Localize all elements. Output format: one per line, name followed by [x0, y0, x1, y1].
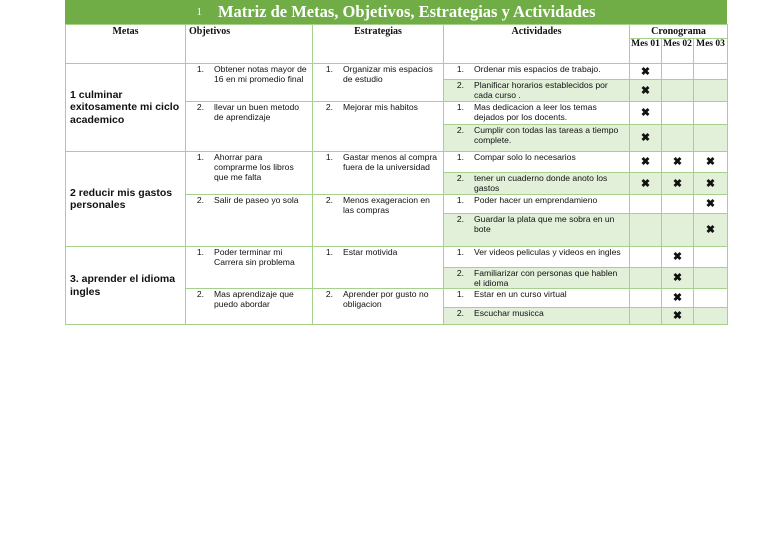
- scheduled-mark-icon: ✖: [640, 65, 651, 78]
- schedule-cell-mes-03: [694, 289, 728, 308]
- activity-item: [444, 152, 629, 162]
- strategy-cell: [313, 102, 444, 152]
- strategy-item-number: 1.: [325, 64, 333, 74]
- strategy-cell: [313, 289, 444, 325]
- objective-item-number: 2.: [196, 102, 204, 112]
- strategy-item: [313, 64, 443, 84]
- schedule-cell-mes-01: [630, 214, 662, 247]
- activity-item: [444, 173, 629, 193]
- strategy-item-number: 1.: [325, 152, 333, 162]
- schedule-cell-mes-03: [694, 195, 728, 214]
- schedule-cell-mes-01: [630, 102, 662, 125]
- objective-item-number: 2.: [196, 289, 204, 299]
- strategy-cell: [313, 64, 444, 102]
- activity-item-number: 1.: [456, 152, 464, 162]
- activity-item: [444, 64, 629, 74]
- header-metas: Metas: [66, 25, 186, 64]
- activity-item-number: 2.: [456, 173, 464, 183]
- header-mes-03: Mes 03: [694, 39, 728, 64]
- meta-cell: 1 culminar exitosamente mi ciclo academico: [66, 64, 186, 152]
- header-mes-02: Mes 02: [662, 39, 694, 64]
- schedule-cell-mes-01: [630, 195, 662, 214]
- objective-item: [186, 247, 312, 267]
- activity-cell: [444, 195, 630, 214]
- activity-cell: [444, 102, 630, 125]
- schedule-cell-mes-03: [694, 125, 728, 152]
- objective-item-text: Mas aprendizaje que puedo abordar: [214, 289, 294, 309]
- scheduled-mark-icon: ✖: [705, 177, 716, 190]
- objective-item-text: Salir de paseo yo sola: [214, 195, 299, 205]
- schedule-cell-mes-03: [694, 247, 728, 268]
- activity-item: [444, 308, 629, 318]
- objective-cell: [186, 195, 313, 247]
- table-row: [66, 64, 728, 80]
- objective-item-number: 1.: [196, 64, 204, 74]
- activity-cell: [444, 268, 630, 289]
- objective-item-text: Poder terminar mi Carrera sin problema: [214, 247, 295, 267]
- activity-cell: [444, 308, 630, 325]
- header-actividades: Actividades: [444, 25, 630, 64]
- schedule-cell-mes-01: [630, 152, 662, 173]
- header-mes-01: Mes 01: [630, 39, 662, 64]
- activity-item-text: Estar en un curso virtual: [474, 289, 567, 299]
- schedule-cell-mes-03: [694, 80, 728, 102]
- schedule-cell-mes-01: [630, 125, 662, 152]
- activity-item: [444, 102, 629, 122]
- schedule-cell-mes-03: [694, 102, 728, 125]
- objective-item-text: Ahorrar para comprarme los libros que me falta: [214, 152, 294, 182]
- strategy-item: [313, 247, 443, 257]
- objective-cell: [186, 102, 313, 152]
- activity-item: [444, 247, 629, 257]
- header-cronograma: Cronograma: [630, 25, 728, 39]
- activity-item-number: 2.: [456, 214, 464, 224]
- activity-item: [444, 80, 629, 100]
- schedule-cell-mes-02: [662, 247, 694, 268]
- header-estrategias: Estrategias: [313, 25, 444, 64]
- title-text: Matriz de Metas, Objetivos, Estrategias y Actividades: [217, 2, 596, 21]
- matrix-body: [66, 64, 728, 325]
- scheduled-mark-icon: ✖: [705, 198, 716, 210]
- scheduled-mark-icon: ✖: [640, 156, 651, 168]
- schedule-cell-mes-02: [662, 173, 694, 195]
- objective-item: [186, 64, 312, 84]
- activity-item-number: 2.: [456, 125, 464, 135]
- goals-matrix-table: [65, 24, 728, 325]
- activity-cell: [444, 152, 630, 173]
- objective-item-number: 1.: [196, 152, 204, 162]
- schedule-cell-mes-02: [662, 80, 694, 102]
- scheduled-mark-icon: ✖: [672, 272, 683, 284]
- schedule-cell-mes-01: [630, 173, 662, 195]
- strategy-item-number: 2.: [325, 289, 333, 299]
- table-row: [66, 152, 728, 173]
- schedule-cell-mes-01: [630, 247, 662, 268]
- activity-item: [444, 289, 629, 299]
- schedule-cell-mes-03: [694, 308, 728, 325]
- activity-cell: [444, 247, 630, 268]
- activity-item-text: Ver videos peliculas y videos en ingles: [474, 247, 621, 257]
- scheduled-mark-icon: ✖: [705, 224, 716, 236]
- activity-item: [444, 125, 629, 145]
- strategy-item-text: Mejorar mis habitos: [343, 102, 418, 112]
- activity-cell: [444, 214, 630, 247]
- objective-item: [186, 152, 312, 182]
- schedule-cell-mes-01: [630, 289, 662, 308]
- strategy-item: [313, 152, 443, 172]
- activity-cell: [444, 80, 630, 102]
- schedule-cell-mes-02: [662, 289, 694, 308]
- objective-item: [186, 102, 312, 122]
- activity-item-number: 2.: [456, 80, 464, 90]
- scheduled-mark-icon: ✖: [705, 156, 716, 168]
- activity-item-text: Familiarizar con personas que hablen el idioma: [474, 268, 618, 288]
- activity-item-number: 1.: [456, 102, 464, 112]
- objective-item-number: 2.: [196, 195, 204, 205]
- schedule-cell-mes-02: [662, 125, 694, 152]
- schedule-cell-mes-02: [662, 64, 694, 80]
- activity-cell: [444, 125, 630, 152]
- activity-item: [444, 268, 629, 288]
- strategy-item-number: 2.: [325, 102, 333, 112]
- objective-cell: [186, 152, 313, 195]
- scheduled-mark-icon: ✖: [672, 156, 683, 168]
- strategy-cell: [313, 195, 444, 247]
- schedule-cell-mes-01: [630, 64, 662, 80]
- activity-item-text: Mas dedicacion a leer los temas dejados por los docents.: [474, 102, 597, 122]
- objective-item: [186, 195, 312, 205]
- strategy-item: [313, 289, 443, 309]
- schedule-cell-mes-03: [694, 268, 728, 289]
- schedule-cell-mes-03: [694, 152, 728, 173]
- schedule-cell-mes-01: [630, 308, 662, 325]
- scheduled-mark-icon: ✖: [640, 132, 651, 144]
- schedule-cell-mes-02: [662, 308, 694, 325]
- scheduled-mark-icon: ✖: [672, 251, 683, 263]
- schedule-cell-mes-01: [630, 80, 662, 102]
- header-objetivos: Objetivos: [186, 25, 313, 64]
- objective-item-number: 1.: [196, 247, 204, 257]
- activity-item-text: Cumplir con todas las tareas a tiempo complete.: [474, 125, 619, 145]
- objective-item-text: Obtener notas mayor de 16 en mi promedio final: [214, 64, 307, 84]
- activity-item-text: Escuchar musicca: [474, 308, 544, 318]
- strategy-item: [313, 102, 443, 112]
- schedule-cell-mes-02: [662, 195, 694, 214]
- activity-cell: [444, 289, 630, 308]
- scheduled-mark-icon: ✖: [640, 84, 651, 97]
- activity-item-number: 1.: [456, 247, 464, 257]
- strategy-item-text: Estar motivida: [343, 247, 398, 257]
- scheduled-mark-icon: ✖: [640, 177, 651, 190]
- strategy-cell: [313, 247, 444, 289]
- activity-item-text: Ordenar mis espacios de trabajo.: [474, 64, 601, 74]
- objective-cell: [186, 64, 313, 102]
- activity-item-number: 1.: [456, 195, 464, 205]
- activity-item: [444, 214, 629, 234]
- activity-cell: [444, 173, 630, 195]
- activity-item: [444, 195, 629, 205]
- objective-item: [186, 289, 312, 309]
- schedule-cell-mes-01: [630, 268, 662, 289]
- strategy-item-number: 1.: [325, 247, 333, 257]
- scheduled-mark-icon: ✖: [672, 292, 683, 304]
- scheduled-mark-icon: ✖: [672, 310, 683, 322]
- activity-item-number: 1.: [456, 289, 464, 299]
- objective-cell: [186, 289, 313, 325]
- activity-item-number: 2.: [456, 268, 464, 278]
- objective-cell: [186, 247, 313, 289]
- strategy-item-text: Menos exageracion en las compras: [343, 195, 430, 215]
- schedule-cell-mes-03: [694, 173, 728, 195]
- schedule-cell-mes-02: [662, 152, 694, 173]
- activity-item-number: 1.: [456, 64, 464, 74]
- activity-item-text: Compar solo lo necesarios: [474, 152, 576, 162]
- activity-item-text: Planificar horarios establecidos por cada curso .: [474, 80, 608, 100]
- activity-cell: [444, 64, 630, 80]
- strategy-item-text: Organizar mis espacios de estudio: [343, 64, 433, 84]
- document-title: [65, 0, 727, 24]
- activity-item-text: tener un cuaderno donde anoto los gastos: [474, 173, 608, 193]
- strategy-item-text: Gastar menos al compra fuera de la universidad: [343, 152, 438, 172]
- strategy-cell: [313, 152, 444, 195]
- schedule-cell-mes-02: [662, 268, 694, 289]
- schedule-cell-mes-03: [694, 214, 728, 247]
- title-number: 1: [196, 6, 202, 18]
- activity-item-text: Guardar la plata que me sobra en un bote: [474, 214, 615, 234]
- meta-cell: 3. aprender el idioma ingles: [66, 247, 186, 325]
- strategy-item-number: 2.: [325, 195, 333, 205]
- strategy-item-text: Aprender por gusto no obligacion: [343, 289, 429, 309]
- schedule-cell-mes-02: [662, 214, 694, 247]
- scheduled-mark-icon: ✖: [640, 107, 651, 119]
- strategy-item: [313, 195, 443, 215]
- table-row: [66, 247, 728, 268]
- activity-item-text: Poder hacer un emprendamieno: [474, 195, 598, 205]
- scheduled-mark-icon: ✖: [672, 177, 683, 190]
- schedule-cell-mes-03: [694, 64, 728, 80]
- meta-cell: 2 reducir mis gastos personales: [66, 152, 186, 247]
- activity-item-number: 2.: [456, 308, 464, 318]
- objective-item-text: llevar un buen metodo de aprendizaje: [214, 102, 300, 122]
- schedule-cell-mes-02: [662, 102, 694, 125]
